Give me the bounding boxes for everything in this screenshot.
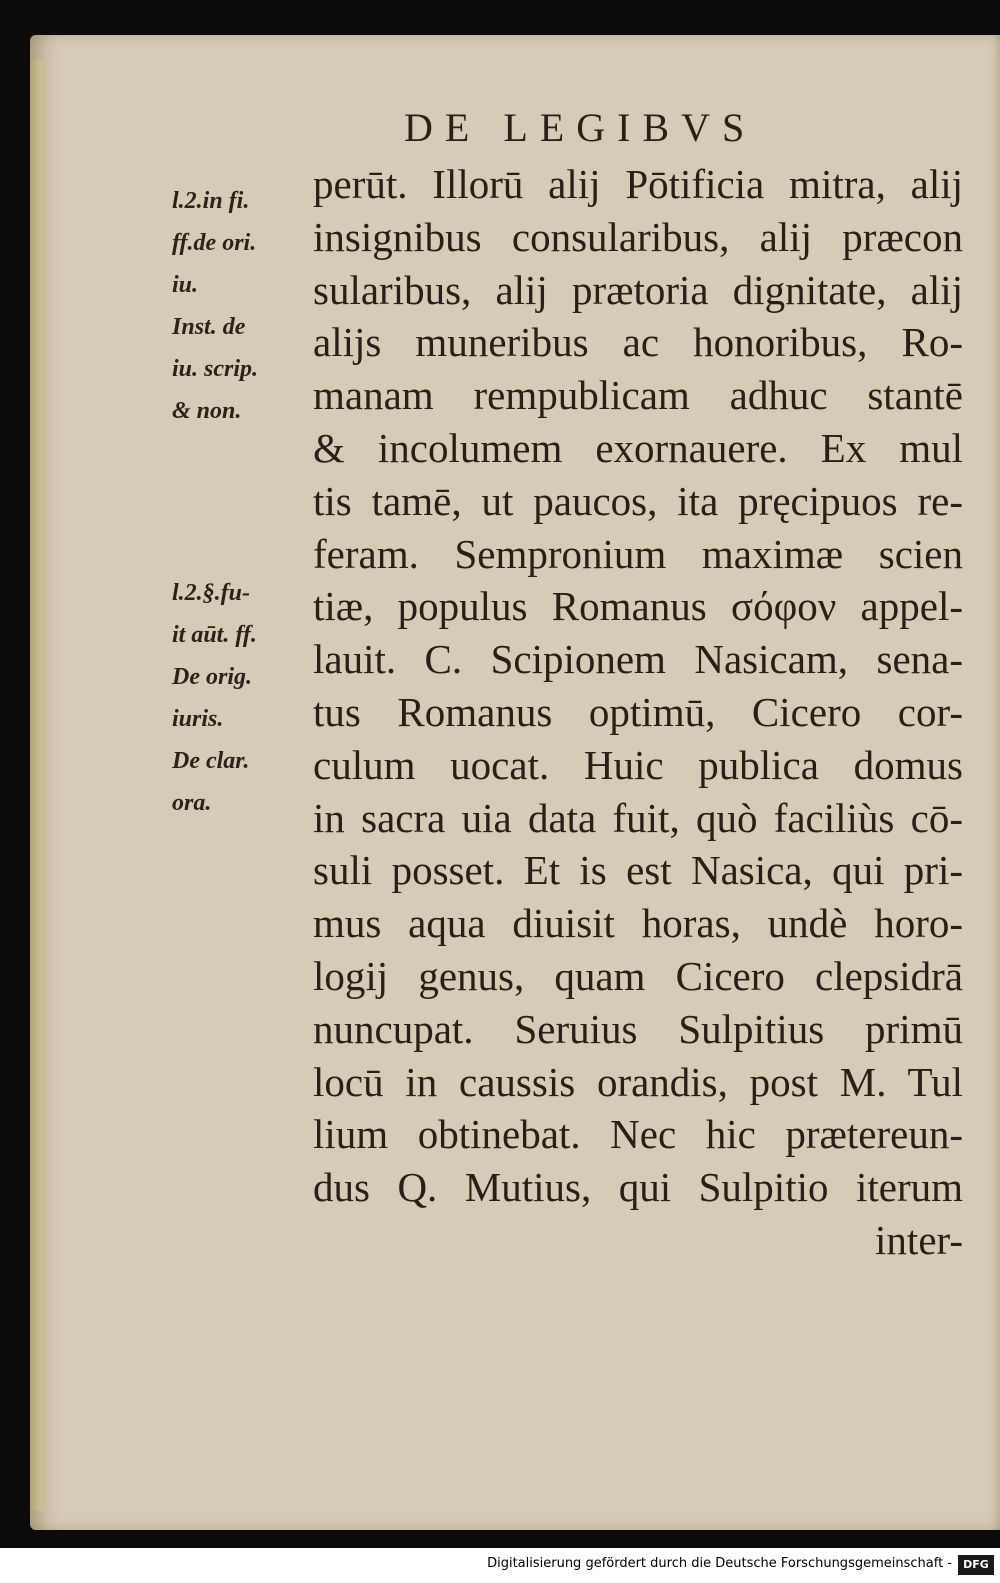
marginal-note-line: iu. — [172, 272, 199, 298]
marginal-note-2 — [172, 572, 300, 824]
funding-credit: Digitalisierung gefördert durch die Deutsche Forschungsgemeinschaft - — [487, 1556, 952, 1571]
text-line: culum uocat. Huic publica domus — [313, 741, 963, 788]
text-line: lauit. C. Scipionem Nasicam, sena- — [313, 636, 963, 683]
text-line: dus Q. Mutius, qui Sulpitio iterum — [313, 1164, 963, 1211]
text-line: tiæ, populus Romanus σόφον appel- — [313, 583, 963, 630]
text-line: mus aqua diuisit horas, undè horo- — [313, 900, 963, 947]
marginal-note-line: l.2.§.fu- — [172, 580, 250, 606]
text-line: insignibus consularibus, alij præcon — [313, 213, 963, 260]
marginal-note-line: De clar. — [172, 748, 250, 774]
running-head: DE LEGIBVS — [404, 105, 757, 150]
body-text — [313, 158, 963, 1267]
marginal-note-line: & non. — [172, 398, 242, 424]
text-line: locū in caussis orandis, post M. Tul — [313, 1058, 963, 1105]
marginal-note-line: Inst. de — [172, 314, 246, 340]
marginal-note-line: l.2.in fi. — [172, 188, 250, 214]
text-line: nuncupat. Seruius Sulpitius primū — [313, 1005, 963, 1052]
marginal-note-line: iu. scrip. — [172, 356, 259, 382]
marginal-note-line: ff.de ori. — [172, 230, 257, 256]
marginal-note-line: De orig. — [172, 664, 252, 690]
text-line: logij genus, quam Cicero clepsidrā — [313, 952, 963, 999]
text-line: alijs muneribus ac honoribus, Ro- — [313, 319, 963, 366]
marginal-note-1 — [172, 180, 300, 432]
marginal-note-line: ora. — [172, 790, 212, 816]
text-line: tus Romanus optimū, Cicero cor- — [313, 688, 963, 735]
text-line: perūt. Illorū alij Pōtificia mitra, alij — [313, 161, 963, 207]
text-line: in sacra uia data fuit, quò faciliùs cō- — [313, 794, 963, 841]
catchword: inter- — [875, 1216, 963, 1263]
text-line: & incolumem exornauere. Ex mul — [313, 424, 963, 471]
dfg-logo-icon: DFG — [958, 1555, 994, 1575]
marginal-note-line: iuris. — [172, 706, 224, 732]
text-line: tis tamē, ut paucos, ita pręcipuos re- — [313, 477, 963, 524]
page-gutter — [30, 60, 48, 1510]
text-line: lium obtinebat. Nec hic prætereun- — [313, 1111, 963, 1158]
text-line: manam rempublicam adhuc stantē — [313, 372, 963, 419]
text-line: sularibus, alij prætoria dignitate, alij — [313, 266, 963, 313]
marginal-note-line: it aūt. ff. — [172, 622, 257, 648]
text-line: suli posset. Et is est Nasica, qui pri- — [313, 847, 963, 894]
text-line: feram. Sempronium maximæ scien — [313, 530, 963, 577]
